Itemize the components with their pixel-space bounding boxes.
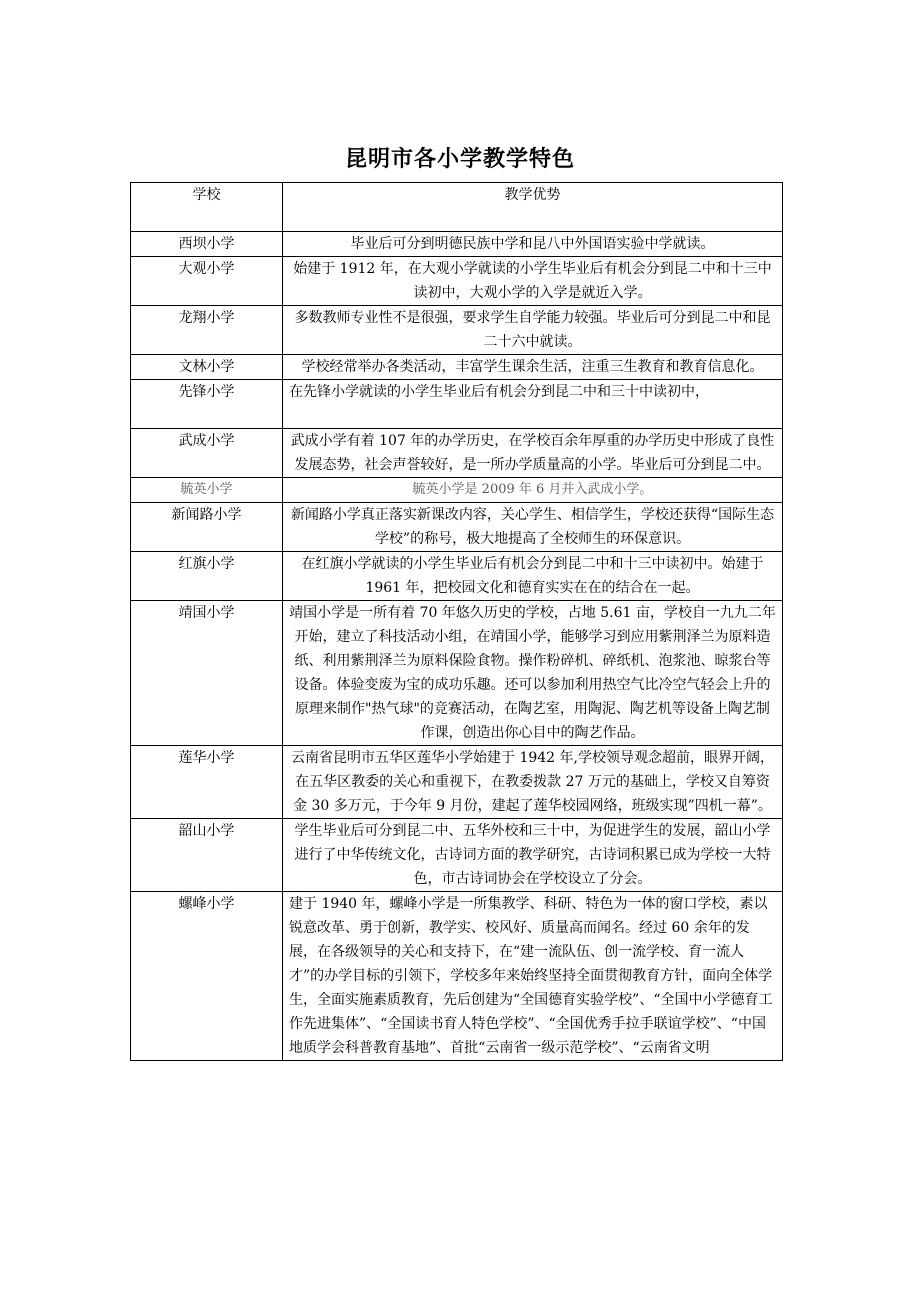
school-name: 莲华小学 [131,746,283,819]
table-row [131,380,783,429]
table-row [131,746,783,819]
school-name: 螺峰小学 [131,892,283,1061]
school-advantage: 新闻路小学真正落实新课改内容，关心学生、相信学生，学校还获得“国际生态学校”的称号，极大地提高了全校师生的环保意识。 [283,503,783,552]
school-name: 武成小学 [131,429,283,478]
table-header-row [131,183,783,232]
school-advantage: 学校经常举办各类活动，丰富学生课余生活，注重三生教育和教育信息化。 [283,355,783,380]
school-advantage: 云南省昆明市五华区莲华小学始建于 1942 年,学校领导观念超前，眼界开阔，在五华区教委的关心和重视下，在教委拨款 27 万元的基础上，学校又自筹资金 30 多万元，于今年 9 月份，建起了莲华校园网络，班级实现”四机一幕”。 [283,746,783,819]
school-name: 新闻路小学 [131,503,283,552]
school-advantage: 在先锋小学就读的小学生毕业后有机会分到昆二中和三十中读初中， [283,380,783,429]
table-row [131,503,783,552]
school-name: 毓英小学 [131,478,283,503]
table-row [131,601,783,746]
table-row [131,478,783,503]
page-title: 昆明市各小学教学特色 [344,147,575,172]
school-advantage: 学生毕业后可分到昆二中、五华外校和三十中，为促进学生的发展，韶山小学进行了中华传统文化，古诗词方面的教学研究，古诗词积累已成为学校一大特色，市古诗词协会在学校设立了分会。 [283,819,783,892]
table-row [131,355,783,380]
school-name: 靖国小学 [131,601,283,746]
school-name: 龙翔小学 [131,306,283,355]
school-name: 文林小学 [131,355,283,380]
table-row [131,232,783,257]
school-advantage: 始建于 1912 年，在大观小学就读的小学生毕业后有机会分到昆二中和十三中读初中，大观小学的入学是就近入学。 [283,257,783,306]
table-row [131,819,783,892]
school-advantage: 在红旗小学就读的小学生毕业后有机会分到昆二中和十三中读初中。始建于 1961 年，把校园文化和德育实实在在的结合在一起。 [283,552,783,601]
header-school: 学校 [131,183,283,232]
school-name: 西坝小学 [131,232,283,257]
school-name: 大观小学 [131,257,283,306]
school-advantage: 建于 1940 年，螺峰小学是一所集教学、科研、特色为一体的窗口学校，素以锐意改革、勇于创新，教学实、校风好、质量高而闻名。经过 60 余年的发展，在各级领导的关心和支持下，在“建一流队伍、创一流学校、育一流人才”的办学目标的引领下，学校多年来始终坚持全面贯彻教育方针，面向全体学生，全面实施素质教育，先后创建为“全国德育实验学校”、“全国中小学德育工作先进集体”、“全国读书育人特色学校”、“全国优秀手拉手联谊学校”、“中国地质学会科普教育基地”、首批“云南省一级示范学校”、“云南省文明 [283,892,783,1061]
school-name: 韶山小学 [131,819,283,892]
table-row [131,429,783,478]
school-name: 先锋小学 [131,380,283,429]
school-features-table [130,182,783,1061]
table-row [131,306,783,355]
school-advantage: 毕业后可分到明德民族中学和昆八中外国语实验中学就读。 [283,232,783,257]
table-row [131,892,783,1061]
table-row [131,257,783,306]
school-advantage: 靖国小学是一所有着 70 年悠久历史的学校，占地 5.61 亩，学校自一九九二年开始，建立了科技活动小组，在靖国小学，能够学习到应用紫荆泽兰为原料造纸、利用紫荆泽兰为原料保险食物。操作粉碎机、碎纸机、泡浆池、晾浆台等设备。体验变废为宝的成功乐趣。还可以参加利用热空气比冷空气轻会上升的原理来制作"热气球"的竞赛活动，在陶艺室，用陶泥、陶艺机等设备上陶艺制作课，创造出你心目中的陶艺作品。 [283,601,783,746]
header-advantage: 教学优势 [283,183,783,232]
school-advantage: 多数教师专业性不是很强，要求学生自学能力较强。毕业后可分到昆二中和昆二十六中就读。 [283,306,783,355]
school-advantage: 武成小学有着 107 年的办学历史，在学校百余年厚重的办学历史中形成了良性发展态势，社会声誉较好，是一所办学质量高的小学。毕业后可分到昆二中。 [283,429,783,478]
school-advantage: 毓英小学是 2009 年 6 月并入武成小学。 [283,478,783,503]
school-name: 红旗小学 [131,552,283,601]
table-row [131,552,783,601]
